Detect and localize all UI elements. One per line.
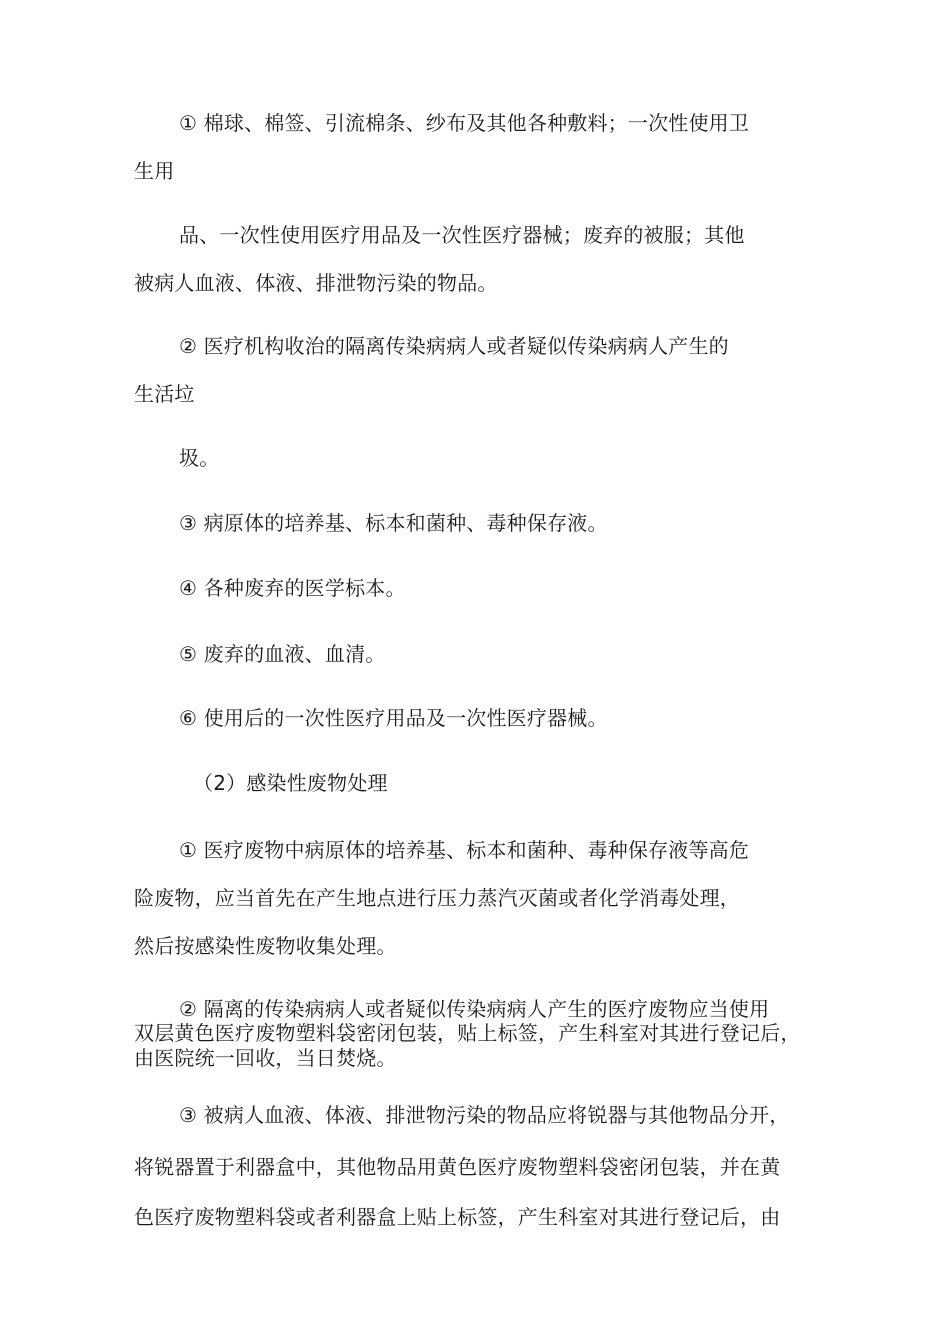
text-line: 生活垃 [134,382,195,406]
text-line: 圾。 [179,446,220,470]
text-line: 然后按感染性废物收集处理。 [134,934,397,958]
text-line: 险废物，应当首先在产生地点进行压力蒸汽灭菌或者化学消毒处理， [134,886,740,910]
text-line: 品、一次性使用医疗用品及一次性医疗器械；废弃的被服；其他 [179,223,745,247]
text-line: 将锐器置于利器盒中，其他物品用黄色医疗废物塑料袋密闭包装，并在黄 [134,1155,781,1179]
section-heading: （2）感染性废物处理 [193,771,388,795]
text-line: ③ 病原体的培养基、标本和菌种、毒种保存液。 [179,511,608,535]
text-line: ② 医疗机构收治的隔离传染病病人或者疑似传染病病人产生的 [179,334,729,358]
text-line: ⑥ 使用后的一次性医疗用品及一次性医疗器械。 [179,706,608,730]
text-line: 双层黄色医疗废物塑料袋密闭包装，贴上标签，产生科室对其进行登记后， [134,1021,801,1045]
text-line: 被病人血液、体液、排泄物污染的物品。 [134,271,498,295]
text-line: 色医疗废物塑料袋或者利器盒上贴上标签，产生科室对其进行登记后，由 [134,1205,781,1229]
text-line: ② 隔离的传染病病人或者疑似传染病病人产生的医疗废物应当使用 [179,997,770,1021]
text-line: ① 棉球、棉签、引流棉条、纱布及其他各种敷料；一次性使用卫 [179,111,750,135]
text-line: ① 医疗废物中病原体的培养基、标本和菌种、毒种保存液等高危 [179,838,750,862]
text-line: ⑤ 废弃的血液、血清。 [179,642,386,666]
text-line: ④ 各种废弃的医学标本。 [179,576,406,600]
text-line: 生用 [134,159,175,183]
text-line: 由医院统一回收，当日焚烧。 [134,1046,397,1070]
text-line: ③ 被病人血液、体液、排泄物污染的物品应将锐器与其他物品分开， [179,1103,790,1127]
